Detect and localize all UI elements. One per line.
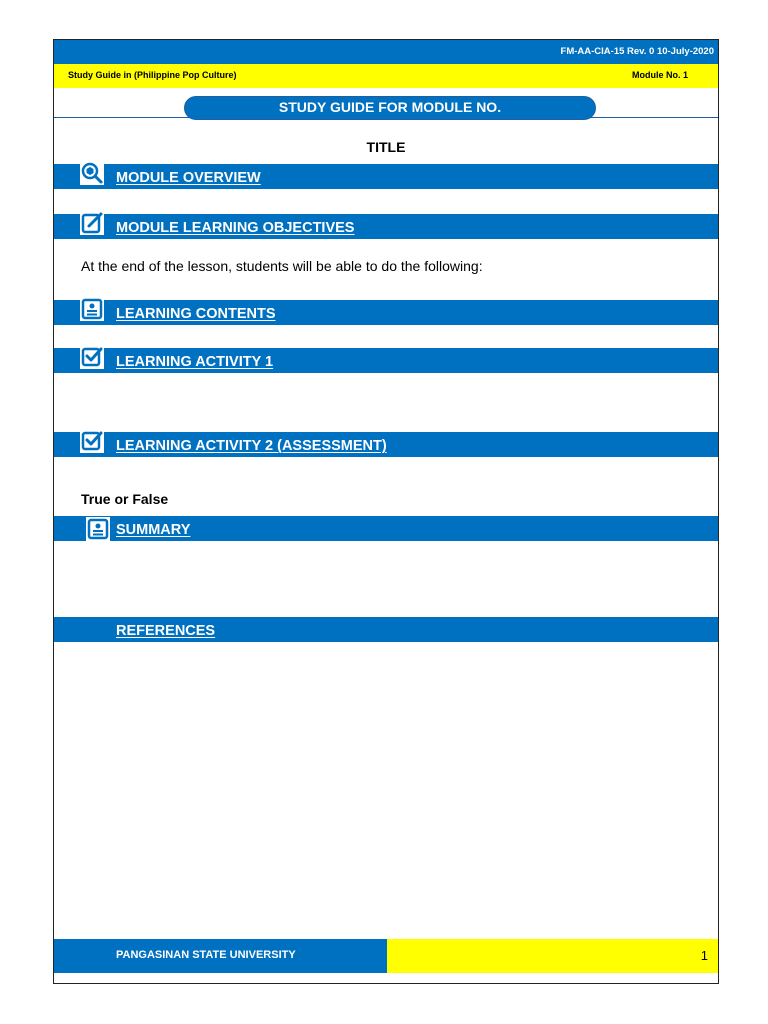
document-icon — [80, 297, 104, 321]
objectives-intro: At the end of the lesson, students will be able to do the following: — [81, 258, 483, 274]
section-label: REFERENCES — [116, 623, 216, 639]
footer-university-bar — [54, 939, 387, 973]
section-label: LEARNING ACTIVITY 2 (ASSESSMENT) — [116, 438, 387, 454]
footer-page-bar — [387, 939, 718, 973]
section-module-overview — [54, 164, 718, 189]
section-label: LEARNING ACTIVITY 1 — [116, 354, 274, 370]
document-page — [53, 39, 719, 984]
section-learning-objectives — [54, 214, 718, 239]
page-number: 1 — [700, 948, 708, 963]
subject-bar — [54, 64, 718, 88]
university-name: PANGASINAN STATE UNIVERSITY — [116, 949, 296, 961]
section-label: SUMMARY — [116, 522, 191, 538]
section-label: LEARNING CONTENTS — [116, 306, 276, 322]
assessment-type: True or False — [81, 491, 169, 507]
checkbox-icon — [80, 345, 104, 369]
document-icon — [86, 517, 110, 541]
study-guide-subject: Study Guide in (Philippine Pop Culture) — [68, 70, 237, 80]
page-title: TITLE — [366, 139, 406, 155]
section-learning-activity-1 — [54, 348, 718, 373]
edit-icon — [80, 211, 104, 235]
section-summary — [54, 516, 718, 541]
checkbox-icon — [80, 429, 104, 453]
search-icon — [80, 161, 104, 185]
header-bar — [54, 40, 718, 64]
section-references — [54, 617, 718, 642]
section-learning-contents — [54, 300, 718, 325]
section-label: MODULE LEARNING OBJECTIVES — [116, 220, 355, 236]
module-number: Module No. 1 — [632, 70, 688, 80]
section-learning-activity-2 — [54, 432, 718, 457]
section-label: MODULE OVERVIEW — [116, 170, 261, 186]
banner-title: STUDY GUIDE FOR MODULE NO. — [184, 96, 596, 120]
form-code: FM-AA-CIA-15 Rev. 0 10-July-2020 — [560, 46, 714, 57]
